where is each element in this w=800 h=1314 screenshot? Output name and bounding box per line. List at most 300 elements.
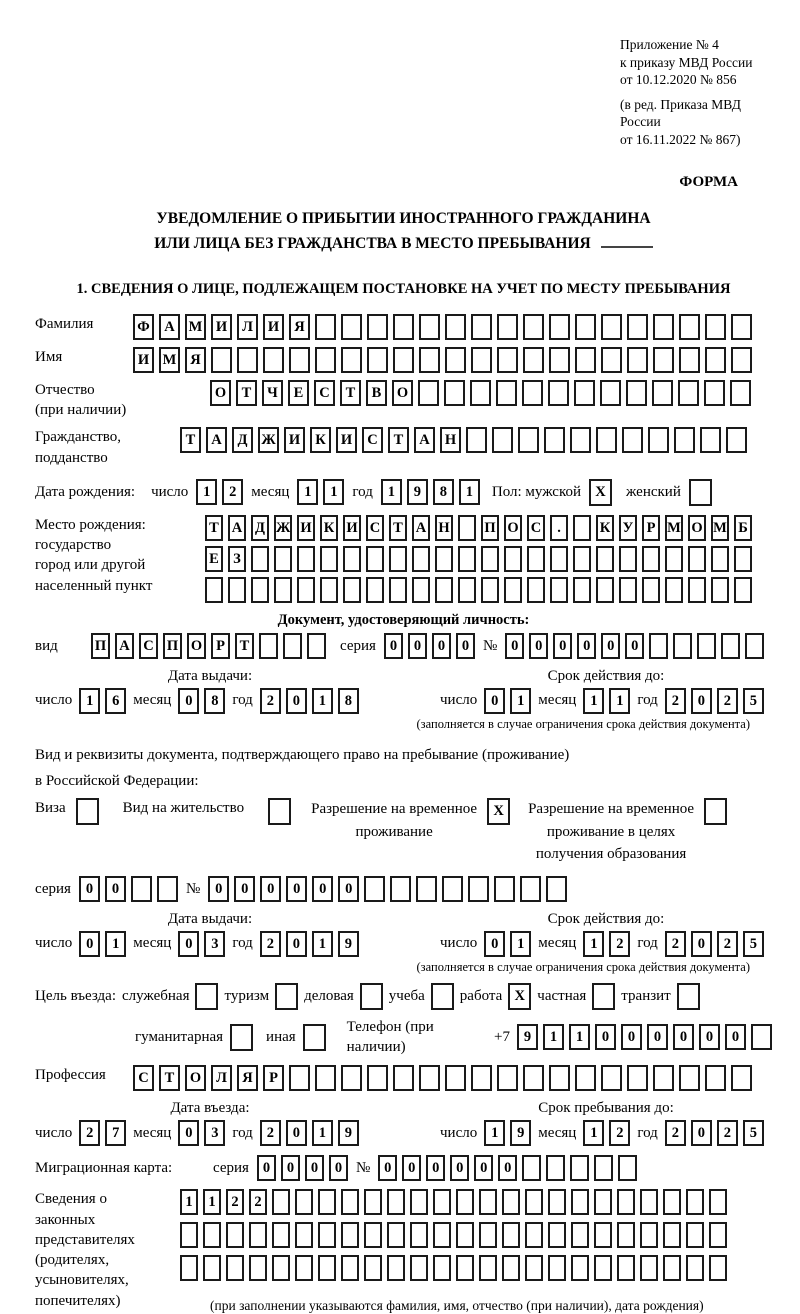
char-cell [575, 347, 596, 373]
char-cell [594, 1255, 612, 1281]
char-cell [341, 314, 362, 340]
char-cell: 0 [384, 633, 403, 659]
stay-until-date: число 1 9 месяц 1 2 год 2 0 2 5 [440, 1120, 772, 1146]
char-cell [272, 1222, 290, 1248]
char-cell [442, 876, 463, 902]
char-cell [705, 1065, 726, 1091]
char-cell [445, 314, 466, 340]
char-cell: Т [389, 515, 407, 541]
char-cell: 2 [717, 1120, 738, 1146]
purpose-humanitarian-checkbox [230, 1024, 253, 1051]
char-cell [502, 1222, 520, 1248]
char-cell: Ж [274, 515, 292, 541]
doc-valid-note: (заполняется в случае ограничения срока действия документа) [416, 716, 750, 731]
char-cell [295, 1222, 313, 1248]
patronymic-cells [210, 380, 751, 406]
char-cell: Т [236, 380, 257, 406]
annex-line: Приложение № 4 [620, 37, 719, 52]
char-cell [320, 577, 338, 603]
char-cell [445, 347, 466, 373]
char-cell: 9 [338, 1120, 359, 1146]
char-cell [730, 380, 751, 406]
char-cell [573, 546, 591, 572]
guardians-cells-3 [180, 1255, 727, 1281]
char-cell [640, 1255, 658, 1281]
char-cell: К [310, 427, 331, 453]
char-cell [445, 1065, 466, 1091]
char-cell: В [366, 380, 387, 406]
char-cell [458, 546, 476, 572]
char-cell: 0 [286, 1120, 307, 1146]
char-cell: 2 [260, 1120, 281, 1146]
char-cell: И [336, 427, 357, 453]
entry-dates-section [35, 1100, 772, 1146]
char-cell [481, 577, 499, 603]
temp-education-label: Разрешение на временное проживание в целях получения образования [528, 801, 695, 863]
doc-issue-day-cells [79, 688, 126, 714]
patronymic-label: Отчество (при наличии) [35, 381, 127, 419]
char-cell [619, 577, 637, 603]
char-cell [497, 1065, 518, 1091]
purpose-transit-label: транзит [621, 988, 671, 1005]
char-cell: 9 [407, 479, 428, 505]
month-label: месяц [251, 484, 290, 501]
char-cell: П [481, 515, 499, 541]
id-doc-row [35, 633, 772, 659]
char-cell: 0 [691, 688, 712, 714]
char-cell [617, 1255, 635, 1281]
char-cell: М [665, 515, 683, 541]
char-cell: С [362, 427, 383, 453]
char-cell: О [187, 633, 206, 659]
char-cell [393, 314, 414, 340]
purpose-work-checkbox: X [508, 983, 531, 1010]
char-cell: 1 [583, 688, 604, 714]
char-cell [518, 427, 539, 453]
char-cell: А [115, 633, 134, 659]
char-cell [492, 427, 513, 453]
char-cell [626, 380, 647, 406]
female-checkbox [689, 479, 712, 506]
char-cell: 1 [459, 479, 480, 505]
name-label: Имя [35, 348, 63, 365]
char-cell: 1 [297, 479, 318, 505]
stay-month-cells [583, 1120, 630, 1146]
char-cell: 0 [647, 1024, 668, 1050]
char-cell [652, 380, 673, 406]
char-cell [686, 1255, 704, 1281]
char-cell: 8 [204, 688, 225, 714]
char-cell [731, 1065, 752, 1091]
purpose-humanitarian-label: гуманитарная [135, 1029, 224, 1045]
char-cell [663, 1222, 681, 1248]
char-cell: П [91, 633, 110, 659]
char-cell [704, 380, 725, 406]
char-cell: Д [232, 427, 253, 453]
char-cell [283, 633, 302, 659]
doc-issue-col [35, 668, 385, 714]
char-cell [366, 546, 384, 572]
char-cell [387, 1189, 405, 1215]
char-cell [315, 314, 336, 340]
char-cell: 1 [203, 1189, 221, 1215]
form-title-line2: ИЛИ ЛИЦА БЕЗ ГРАЖДАНСТВА В МЕСТО ПРЕБЫВАНИЯ [35, 232, 772, 257]
char-cell [546, 876, 567, 902]
char-cell: С [366, 515, 384, 541]
char-cell [653, 314, 674, 340]
char-cell [157, 876, 178, 902]
char-cell: И [297, 515, 315, 541]
char-cell: 1 [196, 479, 217, 505]
id-doc-heading: Документ, удостоверяющий личность: [277, 611, 530, 628]
char-cell: 1 [323, 479, 344, 505]
char-cell [527, 577, 545, 603]
right-doc-text: Вид и реквизиты документа, подтверждающего право на пребывание (проживание) в Российской Федерации: [35, 746, 570, 790]
char-cell [228, 577, 246, 603]
char-cell [678, 380, 699, 406]
entry-date-col [35, 1100, 385, 1146]
char-cell: 0 [601, 633, 620, 659]
birthplace-cells-block [205, 515, 752, 603]
char-cell: И [343, 515, 361, 541]
char-cell [289, 1065, 310, 1091]
char-cell: О [392, 380, 413, 406]
underline-blank [601, 232, 653, 248]
char-cell [364, 876, 385, 902]
char-cell [642, 577, 660, 603]
char-cell [419, 347, 440, 373]
char-cell: 2 [609, 1120, 630, 1146]
char-cell [318, 1255, 336, 1281]
permit-number-cells [208, 876, 567, 902]
stay-year-cells [665, 1120, 764, 1146]
char-cell [433, 1255, 451, 1281]
char-cell [601, 314, 622, 340]
section1-heading: 1. СВЕДЕНИЯ О ЛИЦЕ, ПОДЛЕЖАЩЕМ ПОСТАНОВКЕ НА УЧЕТ ПО МЕСТУ ПРЕБЫВАНИЯ [76, 280, 731, 297]
char-cell [435, 546, 453, 572]
char-cell: А [159, 314, 180, 340]
char-cell: 2 [665, 1120, 686, 1146]
char-cell: 2 [609, 931, 630, 957]
char-cell [642, 546, 660, 572]
char-cell [272, 1189, 290, 1215]
char-cell [548, 1222, 566, 1248]
char-cell [697, 633, 716, 659]
annex-line: к приказу МВД России [620, 54, 753, 70]
char-cell [315, 347, 336, 373]
purpose-study-label: учеба [388, 988, 425, 1005]
char-cell: 0 [281, 1155, 300, 1181]
permit-type-row [35, 798, 772, 866]
char-cell [458, 577, 476, 603]
purpose-other-checkbox [303, 1024, 326, 1051]
char-cell [479, 1222, 497, 1248]
phone-cells [517, 1024, 772, 1050]
char-cell [458, 515, 476, 541]
char-cell [711, 546, 729, 572]
char-cell [571, 1222, 589, 1248]
annex-line: от 10.12.2020 № 856 [620, 72, 737, 88]
char-cell [389, 577, 407, 603]
surname-row [35, 314, 772, 340]
char-cell [364, 1189, 382, 1215]
char-cell: А [414, 427, 435, 453]
char-cell: Я [185, 347, 206, 373]
char-cell: 1 [79, 688, 100, 714]
char-cell: О [210, 380, 231, 406]
purpose-label: Цель въезда: [35, 988, 116, 1005]
char-cell: Т [340, 380, 361, 406]
char-cell [525, 1222, 543, 1248]
char-cell: 7 [105, 1120, 126, 1146]
char-cell: 0 [178, 688, 199, 714]
char-cell [688, 577, 706, 603]
char-cell: 0 [553, 633, 572, 659]
char-cell [550, 546, 568, 572]
char-cell [627, 347, 648, 373]
char-cell: 1 [381, 479, 402, 505]
char-cell [456, 1189, 474, 1215]
char-cell [502, 1189, 520, 1215]
visa-checkbox [76, 798, 99, 825]
entry-date-heading: Дата въезда: [170, 1100, 250, 1117]
char-cell: 5 [743, 688, 764, 714]
char-cell [410, 1255, 428, 1281]
char-cell [502, 1255, 520, 1281]
char-cell [419, 314, 440, 340]
char-cell: И [133, 347, 154, 373]
sex-female-label: женский [626, 484, 681, 501]
char-cell: 0 [691, 1120, 712, 1146]
char-cell: 9 [338, 931, 359, 957]
char-cell [410, 1222, 428, 1248]
char-cell [751, 1024, 772, 1050]
char-cell: 2 [222, 479, 243, 505]
char-cell [525, 1189, 543, 1215]
permit-number-sign: № [185, 880, 201, 897]
char-cell [318, 1189, 336, 1215]
char-cell: А [228, 515, 246, 541]
char-cell: Л [237, 314, 258, 340]
char-cell [596, 427, 617, 453]
char-cell [665, 577, 683, 603]
char-cell [418, 380, 439, 406]
char-cell: 0 [408, 633, 427, 659]
char-cell [571, 1189, 589, 1215]
form-title [35, 207, 772, 257]
char-cell [320, 546, 338, 572]
char-cell [731, 314, 752, 340]
char-cell: 0 [725, 1024, 746, 1050]
name-cells [133, 347, 752, 373]
char-cell [653, 347, 674, 373]
purpose-study-checkbox [431, 983, 454, 1010]
char-cell [573, 515, 591, 541]
char-cell [315, 1065, 336, 1091]
char-cell [601, 347, 622, 373]
char-cell [663, 1189, 681, 1215]
char-cell [496, 380, 517, 406]
char-cell [471, 347, 492, 373]
char-cell: Р [263, 1065, 284, 1091]
char-cell: 1 [510, 931, 531, 957]
char-cell: 0 [621, 1024, 642, 1050]
char-cell: 1 [543, 1024, 564, 1050]
char-cell [549, 1065, 570, 1091]
char-cell: 0 [577, 633, 596, 659]
char-cell [594, 1189, 612, 1215]
char-cell: М [185, 314, 206, 340]
char-cell [297, 577, 315, 603]
purpose-business-label: деловая [304, 988, 354, 1005]
char-cell: И [284, 427, 305, 453]
char-cell [389, 546, 407, 572]
char-cell [571, 1255, 589, 1281]
char-cell: 0 [450, 1155, 469, 1181]
char-cell: У [619, 515, 637, 541]
char-cell [527, 546, 545, 572]
char-cell [648, 427, 669, 453]
char-cell: 1 [609, 688, 630, 714]
char-cell [456, 1255, 474, 1281]
char-cell: Ж [258, 427, 279, 453]
char-cell: 1 [510, 688, 531, 714]
char-cell: 1 [583, 1120, 604, 1146]
form-title-line1: УВЕДОМЛЕНИЕ О ПРИБЫТИИ ИНОСТРАННОГО ГРАЖДАНИНА [156, 210, 651, 228]
migration-card-row [35, 1155, 772, 1181]
year-label: год [352, 484, 373, 501]
char-cell [393, 1065, 414, 1091]
char-cell: 9 [517, 1024, 538, 1050]
permit-series-cells [79, 876, 178, 902]
char-cell [653, 1065, 674, 1091]
doc-series-cells [384, 633, 475, 659]
char-cell: 0 [329, 1155, 348, 1181]
char-cell: 1 [312, 931, 333, 957]
char-cell: 2 [665, 931, 686, 957]
char-cell [705, 347, 726, 373]
char-cell [297, 546, 315, 572]
char-cell [341, 1255, 359, 1281]
char-cell [341, 1065, 362, 1091]
char-cell [640, 1222, 658, 1248]
char-cell [343, 546, 361, 572]
char-cell: 2 [717, 931, 738, 957]
char-cell [471, 1065, 492, 1091]
temp-residence-label: Разрешение на временное проживание [311, 801, 478, 840]
char-cell: С [133, 1065, 154, 1091]
visa-label: Виза [35, 800, 66, 817]
char-cell [627, 1065, 648, 1091]
char-cell [203, 1255, 221, 1281]
annex-block [620, 36, 772, 148]
mig-series-cells [257, 1155, 348, 1181]
permit-valid-note: (заполняется в случае ограничения срока действия документа) [416, 959, 750, 974]
male-checkbox: X [589, 479, 612, 506]
char-cell [745, 633, 764, 659]
char-cell [341, 1222, 359, 1248]
entry-month-cells [178, 1120, 225, 1146]
doc-kind-label: вид [35, 637, 58, 654]
doc-valid-heading: Срок действия до: [547, 667, 665, 684]
char-cell: М [711, 515, 729, 541]
char-cell [259, 633, 278, 659]
stay-until-col [440, 1100, 772, 1146]
doc-number-sign: № [482, 637, 498, 654]
char-cell [709, 1222, 727, 1248]
char-cell [466, 427, 487, 453]
char-cell [548, 380, 569, 406]
doc-dates-section [35, 668, 772, 714]
char-cell: А [412, 515, 430, 541]
char-cell [734, 546, 752, 572]
char-cell: 0 [699, 1024, 720, 1050]
char-cell [575, 314, 596, 340]
char-cell [649, 633, 668, 659]
forma-label: ФОРМА [679, 174, 738, 191]
char-cell: 0 [178, 931, 199, 957]
char-cell [249, 1222, 267, 1248]
char-cell: Т [205, 515, 223, 541]
char-cell [433, 1222, 451, 1248]
entry-date: число 2 7 месяц 0 3 год 2 0 1 9 [35, 1120, 385, 1146]
char-cell [570, 1155, 589, 1181]
char-cell [435, 577, 453, 603]
birth-year-cells [381, 479, 480, 505]
char-cell [412, 577, 430, 603]
citizenship-label: Гражданство, подданство [35, 429, 122, 466]
char-cell: 0 [498, 1155, 517, 1181]
char-cell: С [314, 380, 335, 406]
annex-line: (в ред. Приказа МВД России [620, 96, 741, 130]
annex-line: от 16.11.2022 № 867) [620, 131, 741, 147]
birthplace-label: Место рождения: государство город или другой населенный пункт [35, 516, 153, 594]
char-cell: 0 [286, 931, 307, 957]
char-cell [726, 427, 747, 453]
char-cell [640, 1189, 658, 1215]
char-cell [468, 876, 489, 902]
citizenship-row [35, 427, 772, 468]
permit-series-label: серия [35, 880, 71, 897]
char-cell: 1 [569, 1024, 590, 1050]
char-cell [393, 347, 414, 373]
char-cell: 6 [105, 688, 126, 714]
char-cell: О [688, 515, 706, 541]
citizenship-cells [180, 427, 747, 453]
char-cell [734, 577, 752, 603]
char-cell [387, 1255, 405, 1281]
char-cell: Н [435, 515, 453, 541]
char-cell: Я [289, 314, 310, 340]
char-cell [412, 546, 430, 572]
char-cell: 1 [484, 1120, 505, 1146]
char-cell: 8 [433, 479, 454, 505]
char-cell: К [320, 515, 338, 541]
char-cell [456, 1222, 474, 1248]
char-cell [546, 1155, 565, 1181]
char-cell [601, 1065, 622, 1091]
profession-label: Профессия [35, 1067, 106, 1084]
char-cell: Л [211, 1065, 232, 1091]
char-cell [709, 1189, 727, 1215]
purpose-row-2 [135, 1017, 772, 1058]
char-cell: 2 [717, 688, 738, 714]
char-cell [272, 1255, 290, 1281]
permit-issue-heading: Дата выдачи: [167, 910, 253, 927]
char-cell: 0 [178, 1120, 199, 1146]
char-cell [594, 1155, 613, 1181]
char-cell [497, 314, 518, 340]
